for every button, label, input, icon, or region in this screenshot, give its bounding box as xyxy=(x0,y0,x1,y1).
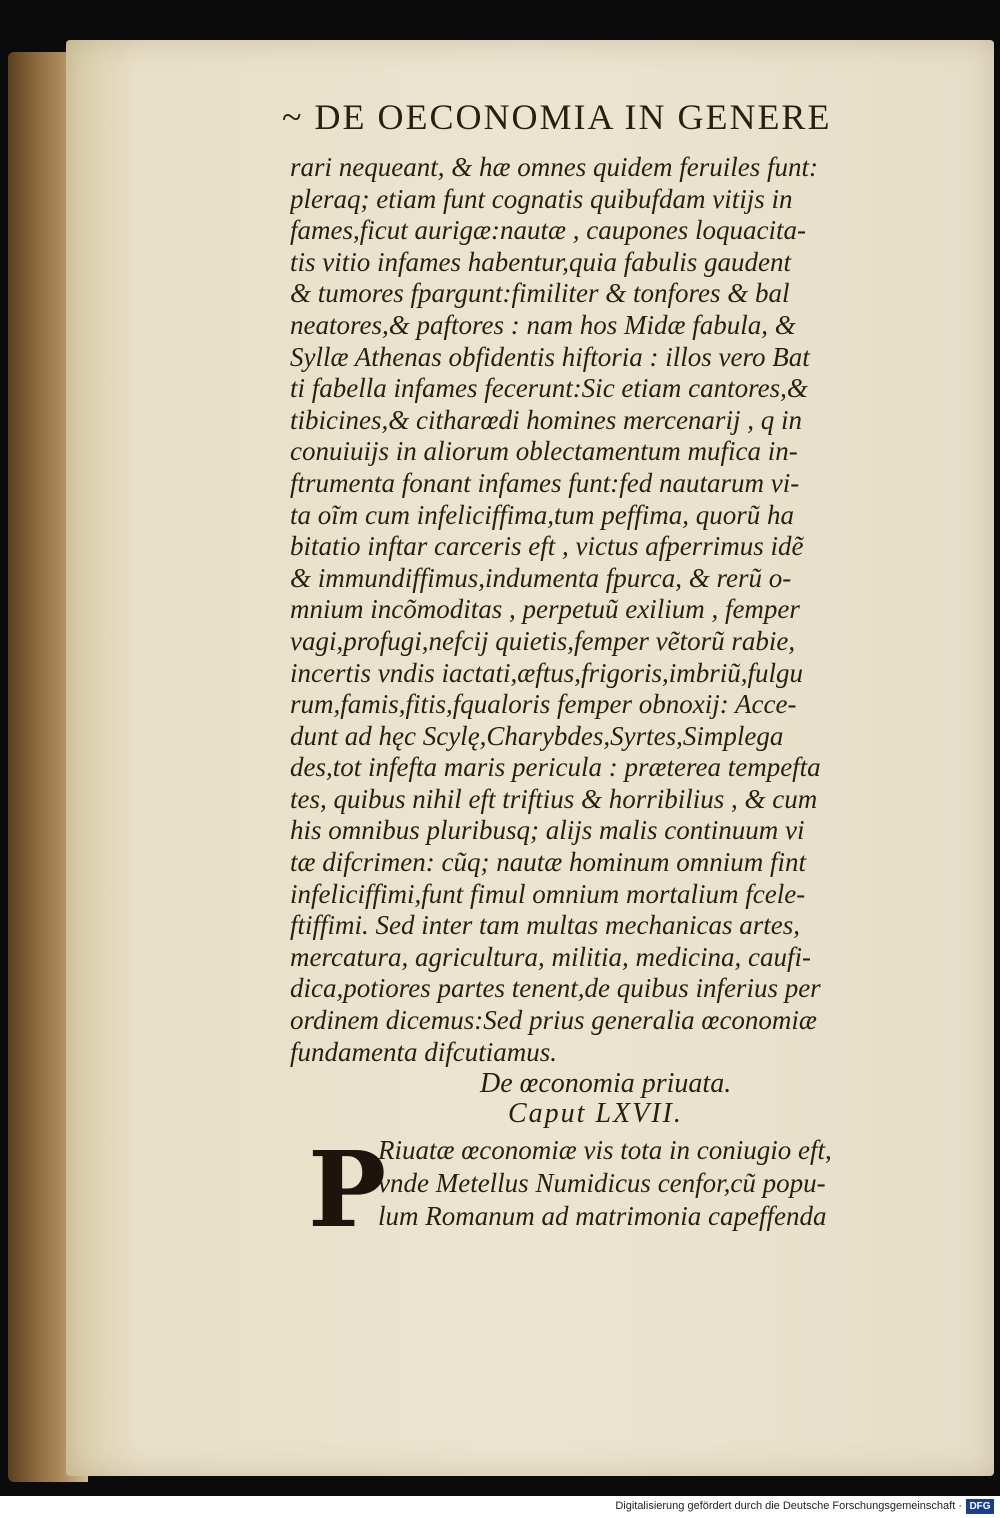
text-line: his omnibus pluribusq; alijs malis continuum vi xyxy=(290,815,805,846)
text-line: conuiuijs in aliorum oblectamentum mufica in- xyxy=(290,436,798,467)
text-line: Riuatæ œconomiæ vis tota in coniugio eft, xyxy=(378,1135,832,1165)
text-line: ta oĩm cum infeliciffima,tum peffima, quorũ ha xyxy=(290,499,794,530)
text-line: lum Romanum ad matrimonia capeffenda xyxy=(378,1201,827,1231)
footer-bar xyxy=(0,1496,1000,1518)
drop-cap-initial: P xyxy=(308,1128,387,1251)
text-line: incertis vndis iactati,æftus,frigoris,imbriũ,fulgu xyxy=(290,657,804,688)
text-line: neatores,& paftores : nam hos Midæ fabula, & xyxy=(290,309,796,340)
text-line: dica,potiores partes tenent,de quibus inferius per xyxy=(290,973,821,1004)
chapter-title: De œconomia priuata. xyxy=(480,1068,732,1099)
funding-credit: Digitalisierung gefördert durch die Deutsche Forschungsgemeinschaft · xyxy=(615,1500,962,1512)
body-text xyxy=(290,152,950,1068)
chapter-text xyxy=(378,1134,958,1233)
text-line: & immundiffimus,indumenta fpurca, & rerũ o- xyxy=(290,562,792,593)
text-line: des,tot infefta maris pericula : præterea tempefta xyxy=(290,752,821,783)
text-line: pleraq; etiam funt cognatis quibufdam vitijs in xyxy=(290,183,793,214)
text-line: tæ difcrimen: cũq; nautæ hominum omnium fint xyxy=(290,847,806,878)
text-line: tis vitio infames habentur,quia fabulis gaudent xyxy=(290,246,791,277)
dfg-logo: DFG xyxy=(966,1499,994,1514)
text-line: ti fabella infames fecerunt:Sic etiam cantores,& xyxy=(290,373,808,404)
text-line: ftrumenta fonant infames funt:fed nautarum vi- xyxy=(290,467,800,498)
chapter-number: Caput LXVII. xyxy=(508,1098,683,1129)
text-line: & tumores fpargunt:fimiliter & tonfores & bal xyxy=(290,278,790,309)
text-line: tes, quibus nihil eft triftius & horribilius , & cum xyxy=(290,783,818,814)
text-line: vnde Metellus Numidicus cenfor,cũ popu- xyxy=(378,1168,826,1198)
text-line: mercatura, agricultura, militia, medicina, caufi- xyxy=(290,941,811,972)
running-header: ~ DE OECONOMIA IN GENERE xyxy=(282,97,832,137)
text-line: mnium incõmoditas , perpetuũ exilium , femper xyxy=(290,594,800,625)
text-line: rari nequeant, & hæ omnes quidem feruiles funt: xyxy=(290,152,818,182)
text-line: dunt ad hęc Scylę,Charybdes,Syrtes,Simplega xyxy=(290,720,784,751)
text-line: tibicines,& citharœdi homines mercenarij , q in xyxy=(290,404,802,435)
text-line: bitatio inftar carceris eft , victus afperrimus idẽ xyxy=(290,531,804,562)
text-line: fundamenta difcutiamus. xyxy=(290,1036,557,1067)
text-line: ftiffimi. Sed inter tam multas mechanicas artes, xyxy=(290,910,800,941)
text-line: infeliciffimi,funt fimul omnium mortalium fcele- xyxy=(290,878,806,909)
text-line: rum,famis,fitis,fqualoris femper obnoxij: Acce- xyxy=(290,689,797,720)
text-line: fames,ficut aurigæ:nautæ , caupones loquacita- xyxy=(290,215,806,246)
text-line: vagi,profugi,nefcij quietis,femper vẽtorũ rabie, xyxy=(290,625,796,656)
text-line: ordinem dicemus:Sed prius generalia œconomiæ xyxy=(290,1005,817,1036)
text-line: Syllæ Athenas obfidentis hiftoria : illos vero Bat xyxy=(290,341,810,372)
